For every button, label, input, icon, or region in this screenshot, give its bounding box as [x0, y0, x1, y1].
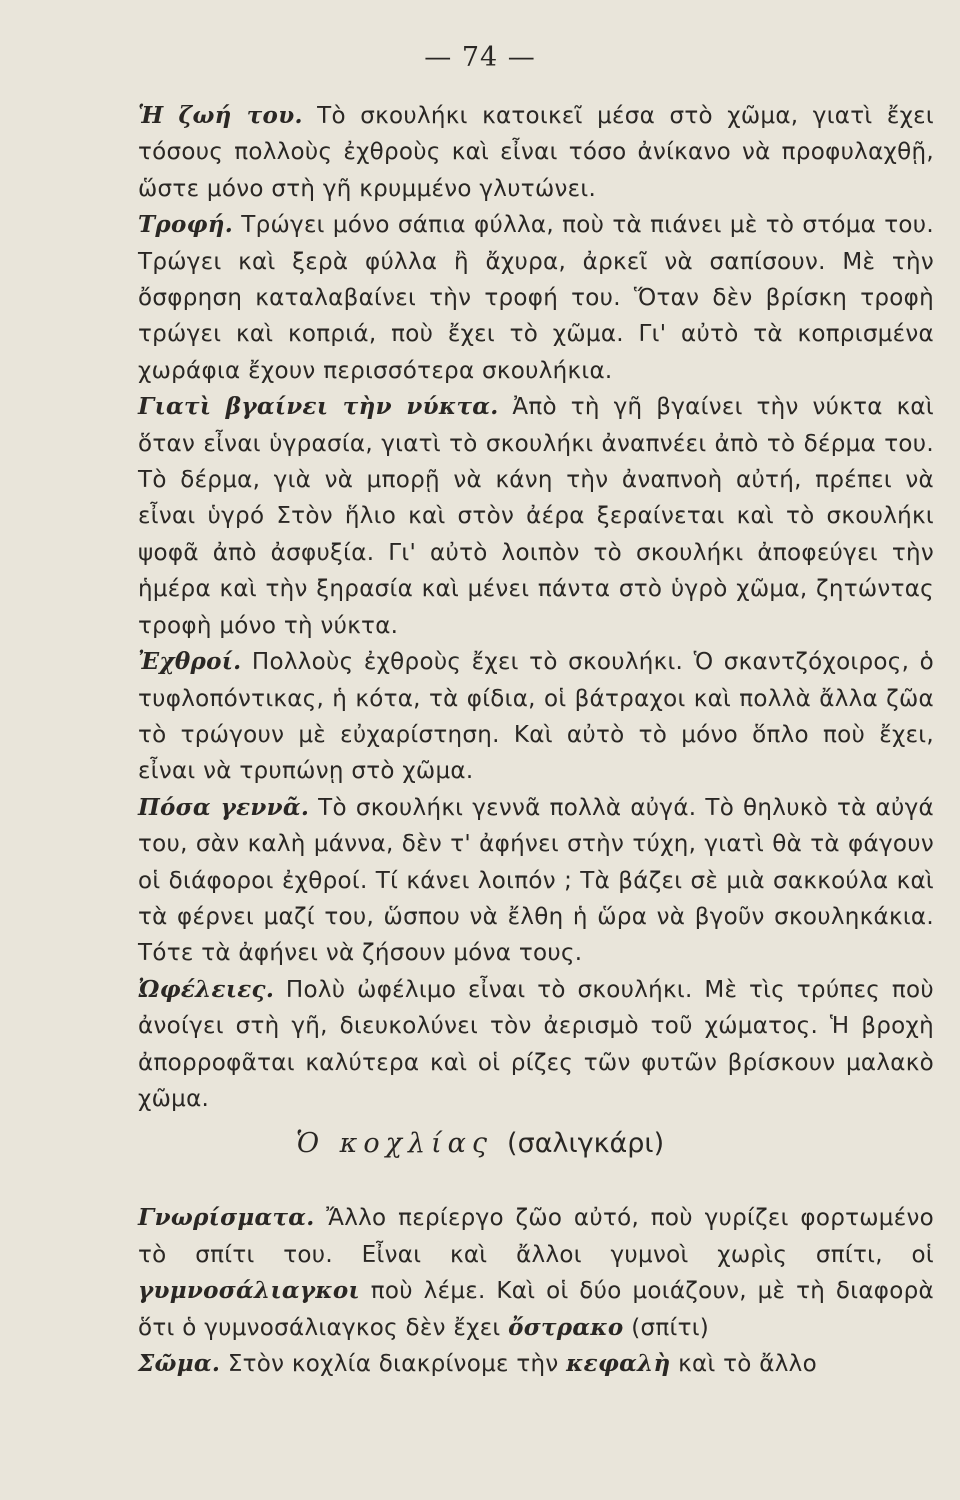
paragraph-heading: Ἐχθροί. — [138, 648, 242, 676]
paragraph-heading: Σῶμα. — [138, 1350, 221, 1378]
paragraph-text: Ἀπὸ τὴ γῆ βγαίνει τὴν νύκτα καὶ ὅταν εἶναι ὑγρασία, γιατὶ τὸ σκουλήκι ἀναπνέει ἀπὸ τὸ δέρμα του. Τὸ δέρμα, γιὰ νὰ μπορῇ νὰ κάνη τὴν ἀναπνοὴ αὐτή, πρέπει νὰ εἶναι ὑγρό Στὸν ἥλιο καὶ στὸν ἀέρα ξεραίνεται καὶ τὸ σκουλήκι ψοφᾶ ἀπὸ ἀσφυξία. Γι' αὐτὸ λοιπὸν τὸ σκουλήκι ἀποφεύγει τὴν ἡμέρα καὶ τὴν ξηρασία καὶ μένει πάντα στὸ ὑγρὸ χῶμα, ζητώντας τροφὴ μόνο τὴ νύκτα. — [138, 394, 934, 639]
paragraph-reproduction — [138, 790, 934, 972]
paragraph-text: (σπίτι) — [623, 1314, 710, 1341]
paragraph-text: καὶ τὸ ἄλλο — [670, 1351, 817, 1378]
paragraph-heading: Ἡ ζωή του. — [138, 102, 303, 129]
paragraph-text: Ἄλλο περίεργο ζῶο αὐτό, ποὺ γυρίζει φορτωμένο τὸ σπίτι του. Εἶναι καὶ ἄλλοι γυμνοὶ χωρὶς σπίτι, οἱ — [138, 1205, 934, 1268]
paragraph-text: Τὸ σκουλήκι κατοικεῖ μέσα στὸ χῶμα, γιατὶ ἔχει τόσους πολλοὺς ἐχθροὺς καὶ εἶναι τόσο ἀνίκανο νὰ προφυλαχθῇ, ὥστε μόνο στὴ γῆ κρυμμένο γλυτώνει. — [138, 103, 934, 202]
paragraph-night — [138, 389, 934, 644]
paragraph-text: ποὺ λέμε. Καὶ οἱ δύο μοιάζουν, μὲ τὴ διαφορὰ ὅτι ὁ γυμνοσάλιαγκος δὲν ἔχει — [138, 1278, 934, 1341]
paragraph-text: Τρώγει μόνο σάπια φύλλα, ποὺ τὰ πιάνει μὲ τὸ στόμα του. Τρώγει καὶ ξερὰ φύλλα ἢ ἄχυρα, ἀρκεῖ νὰ σαπίσουν. Μὲ τὴν ὄσφρηση καταλαβαίνει τὴν τροφή του. Ὅταν δὲν βρίσκη τροφὴ τρώγει καὶ κοπριά, ποὺ ἔχει τὸ χῶμα. Γι' αὐτὸ τὰ κοπρισμένα χωράφια ἔχουν περισσότερα σκουλήκια. — [138, 212, 934, 384]
paragraph-features — [138, 1200, 934, 1346]
section-title-main: Ὁ κοχλίας — [295, 1128, 494, 1159]
paragraph-text: Πολλοὺς ἐχθροὺς ἔχει τὸ σκουλήκι. Ὁ σκαντζόχοιρος, ὁ τυφλοπόντικας, ἡ κότα, τὰ φίδια, οἱ βάτραχοι καὶ πολλὰ ἄλλα ζῶα τὸ τρώγουν μὲ εὐχαρίστηση. Καὶ αὐτὸ τὸ μόνο ὅπλο ποὺ ἔχει, εἶναι νὰ τρυπώνῃ στὸ χῶμα. — [138, 649, 934, 785]
emphasized-term: ὄστρακο — [508, 1313, 624, 1341]
main-text — [138, 98, 934, 1117]
paragraph-heading: Γιατὶ βγαίνει τὴν νύκτα. — [138, 393, 499, 421]
paragraph-body — [138, 1346, 934, 1383]
emphasized-term: κεφαλὴ — [566, 1350, 671, 1378]
snail-text — [138, 1200, 934, 1383]
paragraph-benefits — [138, 972, 934, 1118]
paragraph-text: Πολὺ ὠφέλιμο εἶναι τὸ σκουλήκι. Μὲ τὶς τρύπες ποὺ ἀνοίγει στὴ γῆ, διευκολύνει τὸν ἀερισμὸ τοῦ χώματος. Ἡ βροχὴ ἀπορροφᾶται καλύτερα καὶ οἱ ρίζες τῶν φυτῶν βρίσκουν μαλακὸ χῶμα. — [138, 976, 934, 1112]
paragraph-heading: Ὠφέλειες. — [138, 975, 275, 1003]
emphasized-term: γυμνοσάλιαγκοι — [138, 1277, 360, 1305]
paragraph-heading: Τροφή. — [138, 211, 234, 239]
paragraph-heading: Πόσα γεννᾶ. — [138, 793, 310, 821]
page-number: — 74 — — [424, 42, 536, 73]
paragraph-life — [138, 98, 934, 207]
paragraph-text: Τὸ σκουλήκι γεννᾶ πολλὰ αὐγά. Τὸ θηλυκὸ τὰ αὐγά του, σὰν καλὴ μάννα, δὲν τ' ἀφήνει στὴν τύχη, γιατὶ θὰ τὰ φάγουν οἱ διάφοροι ἐχθροί. Τί κάνει λοιπόν ; Τὰ βάζει σὲ μιὰ σακκούλα καὶ τὰ φέρνει μαζί του, ὥσπου νὰ ἔλθη ἡ ὥρα νὰ βγοῦν σκουληκάκια. Τότε τὰ ἀφήνει νὰ ζήσουν μόνα τους. — [138, 794, 935, 967]
section-title — [0, 1128, 960, 1159]
paragraph-food — [138, 207, 934, 389]
section-title-subtitle: (σαλιγκάρι) — [507, 1128, 665, 1159]
paragraph-text: Στὸν κοχλία διακρίνομε τὴν — [220, 1351, 567, 1378]
paragraph-enemies — [138, 644, 934, 790]
paragraph-heading: Γνωρίσματα. — [138, 1204, 315, 1231]
